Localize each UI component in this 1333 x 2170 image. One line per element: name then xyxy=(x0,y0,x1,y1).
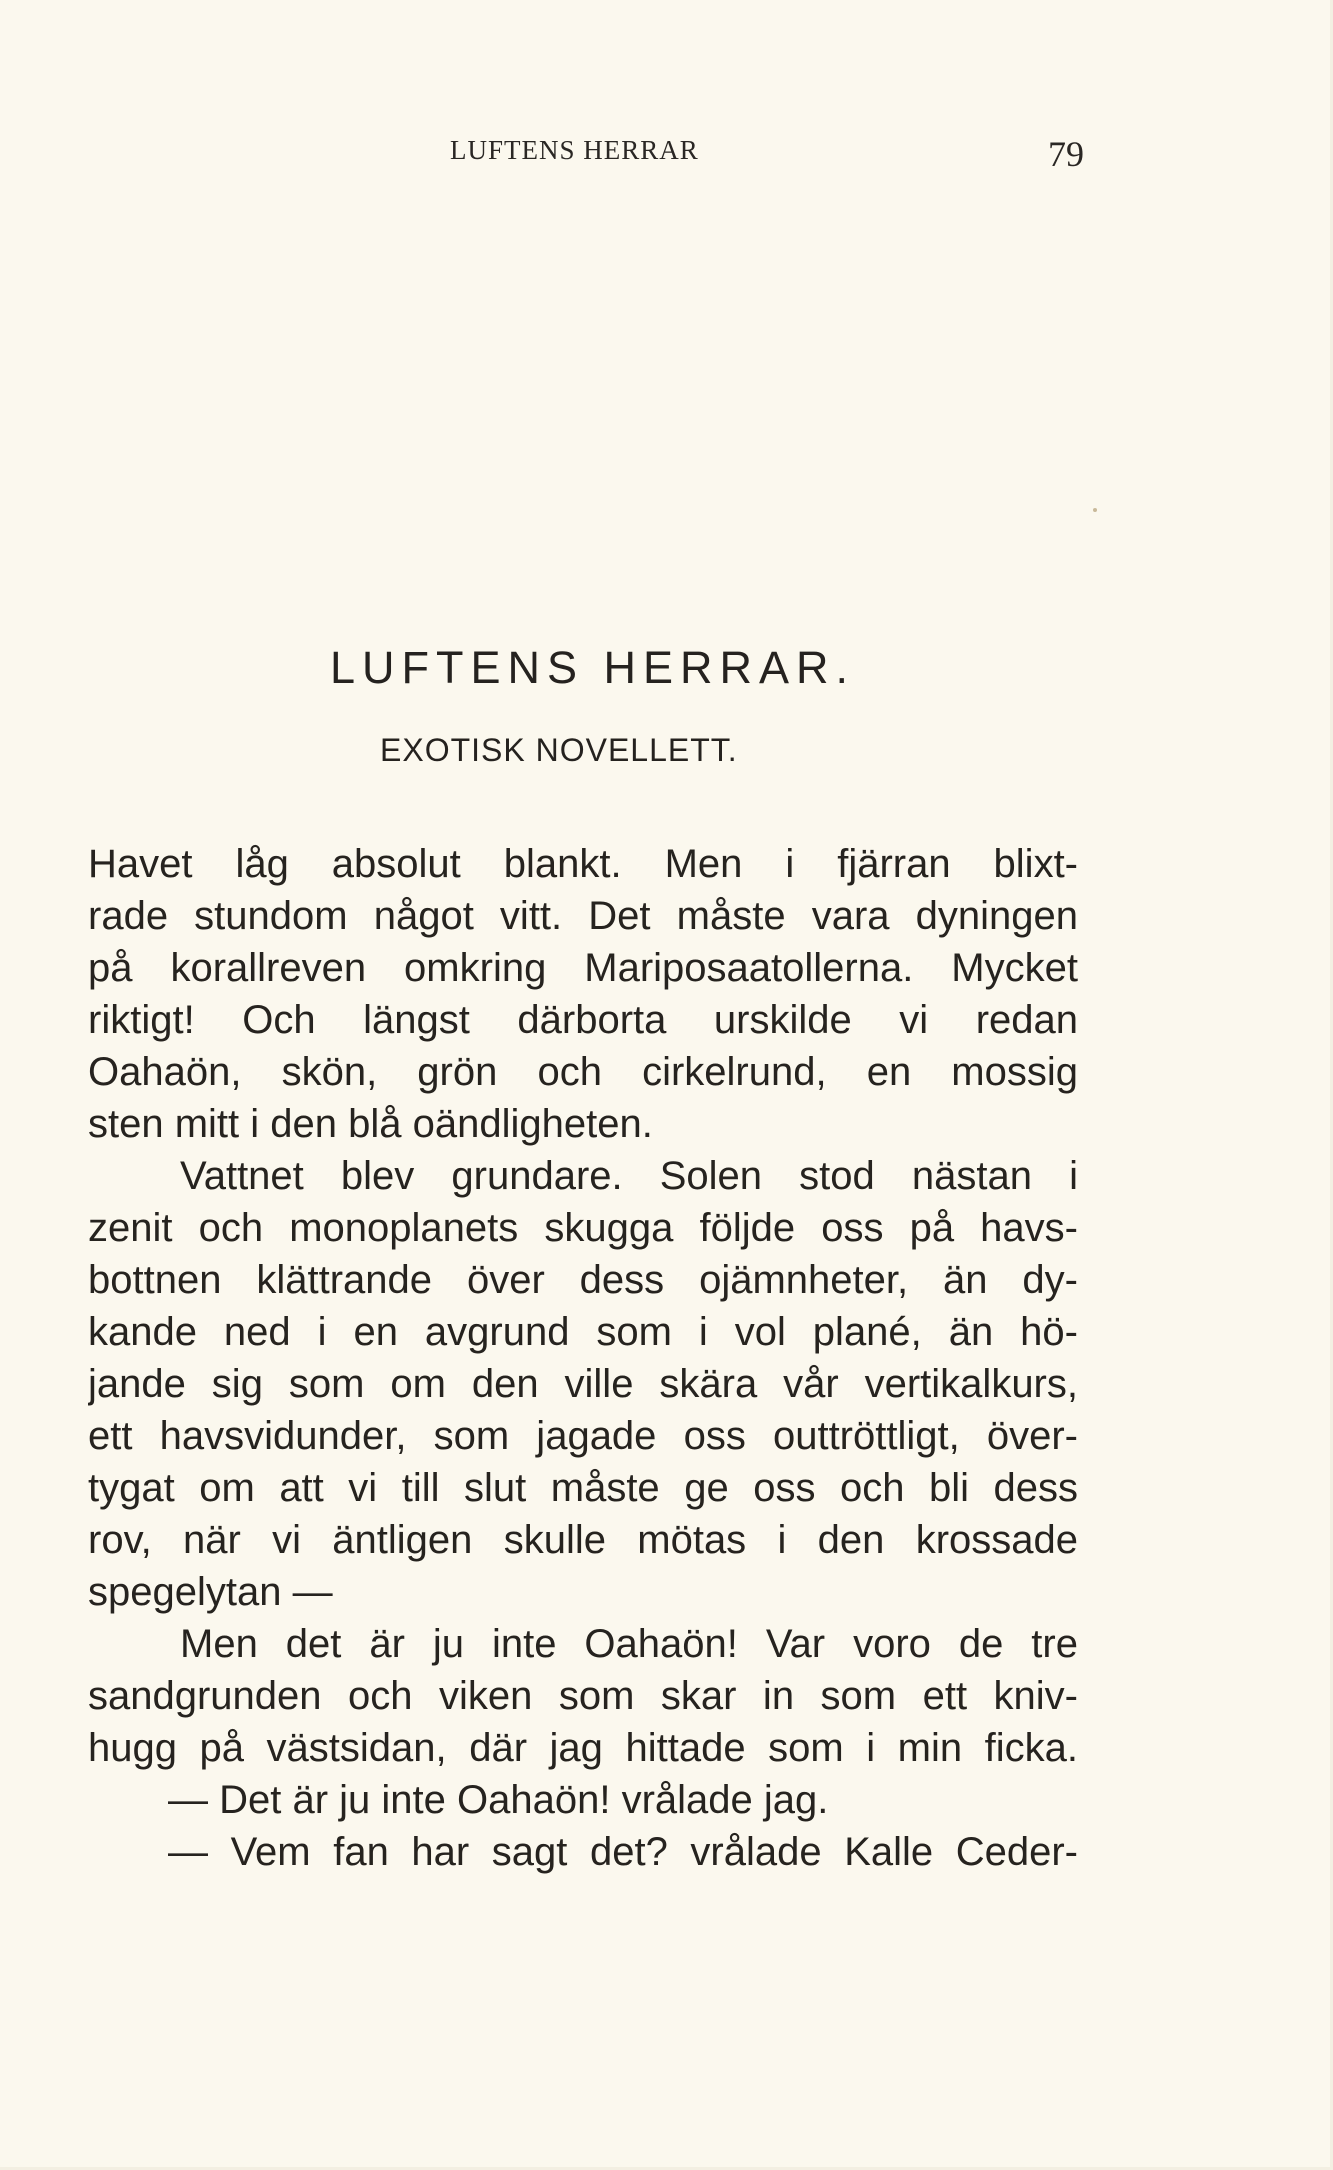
text-line: Oahaön, skön, grön och cirkelrund, en mossig xyxy=(88,1050,1078,1094)
text-line: rov, när vi äntligen skulle mötas i den krossade xyxy=(88,1518,1078,1562)
text-line: på korallreven omkring Mariposaatollerna. Mycket xyxy=(88,946,1078,990)
text-line: sandgrunden och viken som skar in som ett kniv- xyxy=(88,1674,1078,1718)
text-line: — Vem fan har sagt det? vrålade Kalle Ceder- xyxy=(168,1830,1078,1874)
text-line: Men det är ju inte Oahaön! Var voro de tre xyxy=(180,1622,1078,1666)
text-line: spegelytan — xyxy=(88,1570,333,1614)
body-text xyxy=(88,838,1078,1878)
text-line: sten mitt i den blå oändligheten. xyxy=(88,1102,653,1146)
text-line: ett havsvidunder, som jagade oss outtröttligt, över- xyxy=(88,1414,1078,1458)
text-line: jande sig som om den ville skära vår vertikalkurs, xyxy=(88,1362,1078,1406)
paper-speck xyxy=(1093,508,1097,512)
text-line: Vattnet blev grundare. Solen stod nästan i xyxy=(180,1154,1078,1198)
page-number: 79 xyxy=(1048,134,1084,174)
text-line: bottnen klättrande över dess ojämnheter, än dy- xyxy=(88,1258,1078,1302)
text-line: riktigt! Och längst därborta urskilde vi redan xyxy=(88,998,1078,1042)
text-line: zenit och monoplanets skugga följde oss på havs- xyxy=(88,1206,1078,1250)
running-head: LUFTENS HERRAR xyxy=(450,135,699,165)
text-line: tygat om att vi till slut måste ge oss och bli dess xyxy=(88,1466,1078,1510)
chapter-title: LUFTENS HERRAR. xyxy=(330,642,856,693)
text-line: hugg på västsidan, där jag hittade som i min ficka. xyxy=(88,1726,1078,1770)
text-line: — Det är ju inte Oahaön! vrålade jag. xyxy=(168,1778,829,1822)
text-line: kande ned i en avgrund som i vol plané, än hö- xyxy=(88,1310,1078,1354)
chapter-subtitle: EXOTISK NOVELLETT. xyxy=(380,732,738,768)
text-line: rade stundom något vitt. Det måste vara dyningen xyxy=(88,894,1078,938)
text-line: Havet låg absolut blankt. Men i fjärran blixt- xyxy=(88,842,1078,886)
